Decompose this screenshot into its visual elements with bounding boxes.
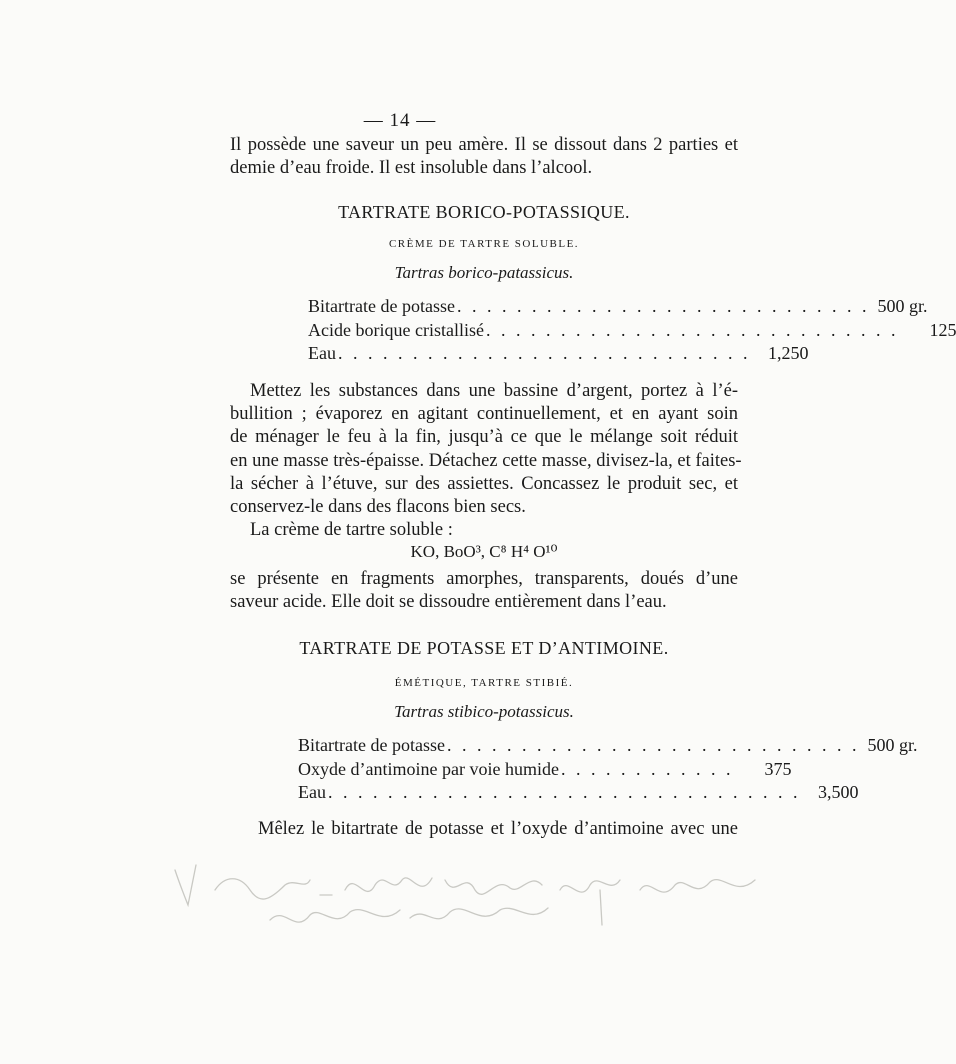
recipe-list bbox=[298, 735, 918, 806]
closing-paragraph bbox=[230, 818, 738, 841]
chemical-formula: KO, BoO³, C⁸ H⁴ O¹⁰ bbox=[410, 542, 558, 561]
ingredient-amount: 125 bbox=[929, 319, 956, 340]
method-paragraph bbox=[230, 380, 742, 542]
recipe-row bbox=[298, 782, 859, 806]
ingredient-amount: 500 gr. bbox=[867, 735, 918, 755]
ingredient-name: Bitartrate de potasse bbox=[308, 296, 455, 316]
method-line: bullition ; évaporez en agitant continuellement, et en ayant soin bbox=[230, 404, 738, 425]
property-line: saveur acide. Elle doit se dissoudre entièrement dans l’eau. bbox=[230, 592, 667, 613]
recipe-row bbox=[308, 296, 928, 320]
recipe-row bbox=[308, 319, 956, 344]
method-line: la sécher à l’étuve, sur des assiettes. Concassez le produit sec, et bbox=[230, 473, 738, 494]
section-title: TARTRATE DE POTASSE ET D’ANTIMOINE. bbox=[299, 638, 669, 658]
leader-dots: . . . . . . . . . . . . . . . . . . . . . . . . . . . . bbox=[456, 296, 870, 316]
ingredient-name: Acide borique cristallisé bbox=[308, 319, 484, 340]
property-paragraph bbox=[230, 568, 738, 614]
closing-line: Mêlez le bitartrate de potasse et l’oxyde d’antimoine avec une bbox=[258, 819, 738, 839]
intro-paragraph bbox=[230, 134, 738, 180]
leader-dots: . . . . . . . . . . . . . . . . . . . . . . . . . . . . . . . . bbox=[327, 782, 801, 802]
intro-line: demie d’eau froide. Il est insoluble dans l’alcool. bbox=[230, 158, 593, 179]
ingredient-name: Eau bbox=[308, 343, 336, 363]
method-line: conservez-le dans des flacons bien secs. bbox=[230, 497, 526, 518]
section-title: TARTRATE BORICO-POTASSIQUE. bbox=[338, 202, 630, 222]
property-line: se présente en fragments amorphes, transparents, doués d’une bbox=[230, 569, 738, 589]
recipe-row bbox=[298, 735, 918, 759]
latin-name: Tartras stibico-potassicus. bbox=[394, 702, 574, 721]
leader-dots: . . . . . . . . . . . . . . . . . . . . . . . . . . . . bbox=[446, 735, 860, 755]
method-line: Mettez les substances dans une bassine d’argent, portez à l’é- bbox=[250, 381, 738, 401]
method-line: de ménager le feu à la fin, jusqu’à ce que le mélange soit réduit bbox=[230, 427, 738, 448]
ingredient-amount: 3,500 bbox=[817, 782, 859, 802]
ingredient-amount: 500 gr. bbox=[877, 296, 928, 316]
leader-dots: . . . . . . . . . . . . . . . . . . . . . . . . . . . . bbox=[485, 319, 899, 340]
latin-name: Tartras borico-patassicus. bbox=[394, 263, 574, 282]
ingredient-name: Eau bbox=[298, 782, 326, 802]
leader-dots: . . . . . . . . . . . . bbox=[560, 758, 734, 779]
recipe-row bbox=[298, 758, 792, 783]
method-line: en une masse très-épaisse. Détachez cette masse, divisez-la, et faites- bbox=[230, 450, 742, 471]
ingredient-amount: 375 bbox=[764, 758, 792, 779]
formula-intro: La crème de tartre soluble : bbox=[250, 520, 453, 541]
intro-line: Il possède une saveur un peu amère. Il se dissout dans 2 parties et bbox=[230, 135, 738, 155]
ingredient-amount: 1,250 bbox=[767, 343, 809, 363]
ingredient-name: Bitartrate de potasse bbox=[298, 735, 445, 755]
leader-dots: . . . . . . . . . . . . . . . . . . . . . . . . . . . . bbox=[337, 343, 751, 363]
handwritten-annotation bbox=[170, 850, 790, 940]
recipe-list bbox=[308, 296, 956, 367]
ingredient-name: Oxyde d’antimoine par voie humide bbox=[298, 758, 559, 779]
page-number: — 14 — bbox=[363, 110, 437, 131]
section-subtitle: ÉMÉTIQUE, TARTRE STIBIÉ. bbox=[394, 677, 574, 689]
section-subtitle: CRÈME DE TARTRE SOLUBLE. bbox=[388, 238, 580, 250]
recipe-row bbox=[308, 343, 809, 367]
